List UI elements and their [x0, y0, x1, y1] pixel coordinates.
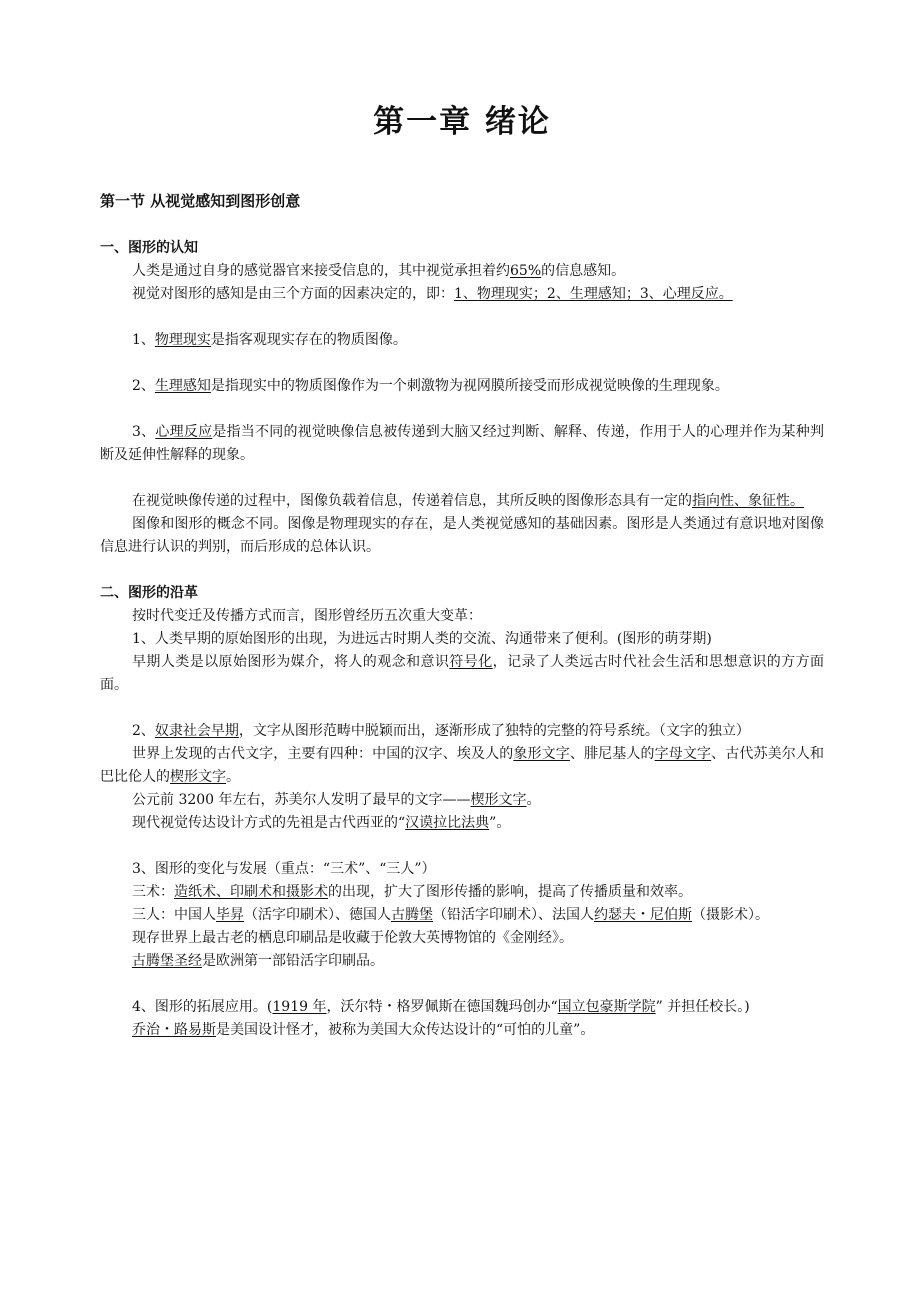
underlined-term: 楔形文字 [470, 792, 527, 808]
paragraph: 早期人类是以原始图形为媒介，将人的观念和意识符号化，记录了人类远古时代社会生活和思想意识的方方面面。 [100, 654, 825, 693]
paragraph: 现代视觉传达设计方式的先祖是古代西亚的“汉谟拉比法典”。 [132, 815, 511, 831]
underlined-term: 生理感知 [154, 378, 211, 394]
paragraph: 视觉对图形的感知是由三个方面的因素决定的，即：1、物理现实；2、生理感知；3、心理反应。 [132, 286, 733, 302]
underlined-term: 楔形文字 [170, 769, 226, 785]
underlined-term: 约瑟夫・尼伯斯 [594, 907, 692, 923]
section-heading: 第一节 从视觉感知到图形创意 [100, 192, 301, 210]
paragraph: 3、图形的变化与发展（重点：“三术”、“三人”） [132, 861, 436, 877]
paragraph: 2、奴隶社会早期，文字从图形范畴中脱颖而出，逐渐形成了独特的完整的符号系统。（文字的独立） [132, 723, 750, 739]
underlined-term: 1919 年 [272, 999, 327, 1015]
underlined-term: 古腾堡圣经 [132, 953, 202, 969]
paragraph: 三术：造纸术、印刷术和摄影术的出现，扩大了图形传播的影响，提高了传播质量和效率。 [132, 884, 692, 900]
subsection-heading-evolution: 二、图形的沿革 [100, 585, 198, 601]
paragraph: 在视觉映像传递的过程中，图像负载着信息，传递着信息，其所反映的图像形态具有一定的指向性、象征性。 [132, 493, 804, 509]
underlined-term: 象形文字 [513, 746, 570, 762]
paragraph: 4、图形的拓展应用。(1919 年，沃尔特・格罗佩斯在德国魏玛创办“国立包豪斯学院” 并担任校长。) [132, 999, 750, 1015]
paragraph: 图像和图形的概念不同。图像是物理现实的存在，是人类视觉感知的基础因素。图形是人类通过有意识地对图像信息进行认识的判别，而后形成的总体认识。 [100, 516, 824, 555]
paragraph: 公元前 3200 年左右，苏美尔人发明了最早的文字——楔形文字。 [132, 792, 541, 808]
underlined-term: 汉谟拉比法典 [405, 815, 490, 831]
underlined-term: 字母文字 [654, 746, 712, 762]
document-page [100, 96, 824, 1042]
paragraph: 世界上发现的古代文字，主要有四种：中国的汉字、埃及人的象形文字、腓尼基人的字母文字、古代苏美尔人和巴比伦人的楔形文字。 [100, 746, 824, 785]
underlined-term: 物理现实 [154, 332, 211, 348]
paragraph: 古腾堡圣经是欧洲第一部铅活字印刷品。 [132, 953, 384, 969]
paragraph: 人类是通过自身的感觉器官来接受信息的，其中视觉承担着约65%的信息感知。 [132, 263, 626, 279]
underlined-term: 心理反应 [155, 424, 213, 440]
paragraph: 乔治・路易斯是美国设计怪才，被称为美国大众传达设计的“可怕的儿童”。 [132, 1022, 595, 1038]
paragraph: 3、心理反应是指当不同的视觉映像信息被传递到大脑又经过判断、解释、传递，作用于人的心理并作为某种判断及延伸性解释的现象。 [100, 424, 825, 463]
underlined-term: 国立包豪斯学院 [557, 999, 656, 1015]
paragraph: 三人：中国人毕昇（活字印刷术）、德国人古腾堡（铅活字印刷术）、法国人约瑟夫・尼伯斯（摄影术）。 [132, 907, 769, 923]
underlined-term: 指向性、象征性。 [692, 493, 804, 509]
paragraph: 按时代变迁及传播方式而言，图形曾经历五次重大变革： [132, 608, 482, 624]
underlined-term: 毕昇 [216, 907, 244, 923]
paragraph: 1、物理现实是指客观现实存在的物质图像。 [132, 332, 407, 348]
subsection-heading-cognition: 一、图形的认知 [100, 240, 198, 256]
underlined-term: 乔治・路易斯 [132, 1022, 216, 1038]
underlined-term: 古腾堡 [391, 907, 433, 923]
underlined-term: 1、物理现实；2、生理感知；3、心理反应。 [454, 286, 733, 302]
paragraph: 现存世界上最古老的栖息印刷品是收藏于伦敦大英博物馆的《金刚经》。 [132, 930, 573, 946]
underlined-term: 65% [510, 263, 542, 279]
underlined-term: 符号化 [449, 654, 493, 670]
paragraph: 2、生理感知是指现实中的物质图像作为一个刺激物为视网膜所接受而形成视觉映像的生理现象。 [132, 378, 729, 394]
underlined-term: 造纸术、印刷术和摄影术 [174, 884, 328, 900]
paragraph: 1、人类早期的原始图形的出现，为进远古时期人类的交流、沟通带来了便利。(图形的萌芽期) [132, 631, 712, 647]
chapter-title: 第一章 绪论 [373, 104, 551, 140]
underlined-term: 奴隶社会早期 [154, 723, 239, 739]
